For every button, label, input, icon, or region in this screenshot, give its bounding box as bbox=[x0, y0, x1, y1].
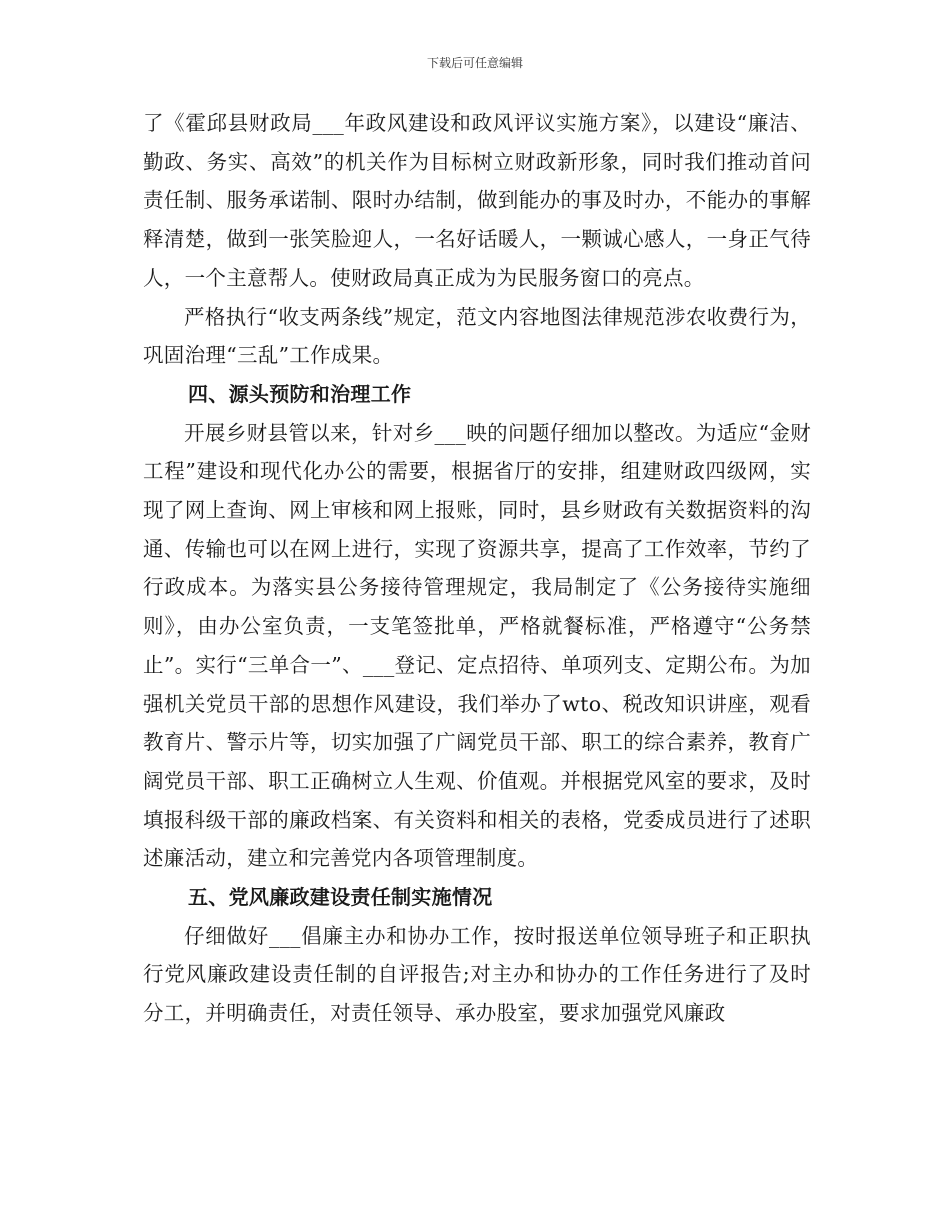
paragraph-continuation: 了《霍邱县财政局___年政风建设和政风评议实施方案》，以建设“廉洁、勤政、务实、高效”的机关作为目标树立财政新形象，同时我们推动首问责任制、服务承诺制、限时办结制，做到能办的事及时办，不能办的事解释清楚，做到一张笑脸迎人，一名好话暖人，一颗诚心感人，一身正气待人，一个主意帮人。使财政局真正成为为民服务窗口的亮点。 bbox=[143, 111, 811, 290]
paragraph-prevention: 开展乡财县管以来，针对乡___映的问题仔细加以整改。为适应“金财工程”建设和现代化办公的需要，根据省厅的安排，组建财政四级网，实现了网上查询、网上审核和网上报账，同时，县乡财政有关数据资料的沟通、传输也可以在网上进行，实现了资源共享，提高了工作效率，节约了行政成本。为落实县公务接待管理规定，我局制定了《公务接待实施细则》，由办公室负责，一支笔签批单，严格就餐标准，严格遵守“公务禁止”。实行“三单合一”、___登记、定点招待、单项列支、定期公布。为加强机关党员干部的思想作风建设，我们举办了wto、税改知识讲座，观看教育片、警示片等，切实加强了广阔党员干部、职工的综合素养，教育广阔党员干部、职工正确树立人生观、价值观。并根据党风室的要求，及时填报科级干部的廉政档案、有关资料和相关的表格，党委成员进行了述职述廉活动，建立和完善党内各项管理制度。 bbox=[143, 420, 811, 871]
section-heading-5: 五、党风廉政建设责任制实施情况 bbox=[188, 885, 493, 910]
section-heading-4: 四、源头预防和治理工作 bbox=[188, 381, 412, 406]
page-header: 下载后可任意编辑 bbox=[426, 56, 523, 70]
paragraph-revenue-rules: 严格执行“收支两条线”规定，范文内容地图法律规范涉农收费行为，巩固治理“三乱”工作成果。 bbox=[143, 304, 811, 368]
paragraph-responsibility: 仔细做好___倡廉主办和协办工作，按时报送单位领导班子和正职执行党风廉政建设责任制的自评报告;对主办和协办的工作任务进行了及时分工，并明确责任，对责任领导、承办股室，要求加强党风廉政 bbox=[143, 923, 811, 1026]
document-body bbox=[143, 104, 811, 1033]
